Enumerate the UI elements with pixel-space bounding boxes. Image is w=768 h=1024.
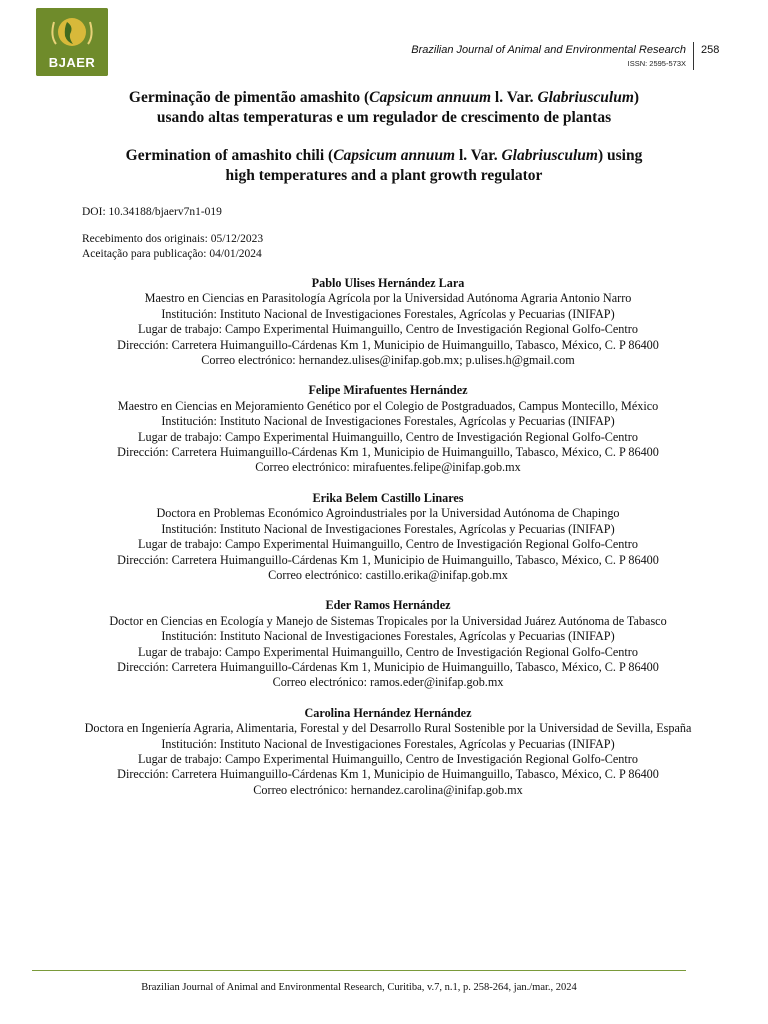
author-address: Dirección: Carretera Huimanguillo-Cárdenas Km 1, Municipio de Huimanguillo, Tabasco, México, C. P 86400: [117, 767, 659, 782]
author-email: Correo electrónico: mirafuentes.felipe@inifap.gob.mx: [255, 460, 521, 475]
doi: DOI: 10.34188/bjaerv7n1-019: [82, 206, 222, 218]
title-en-species: Capsicum annuum: [333, 147, 456, 164]
author-institution: Institución: Instituto Nacional de Investigaciones Forestales, Agrícolas y Pecuarias (INIFAP): [161, 521, 615, 536]
title-pt-text: Germinação de pimentão amashito (: [128, 89, 370, 106]
journal-name: Brazilian Journal of Animal and Environmental Research: [411, 44, 686, 56]
author-degree: Maestro en Ciencias en Mejoramiento Genético por el Colegio de Postgraduados, Campus Montecillo, México: [117, 398, 659, 413]
author-email: Correo electrónico: hernandez.carolina@inifap.gob.mx: [253, 782, 523, 797]
author-degree: Maestro en Ciencias en Parasitología Agrícola por la Universidad Autónoma Agraria Antonio Narro: [144, 291, 632, 306]
author-degree: Doctora en Ingeniería Agraria, Alimentaria, Forestal y del Desarrollo Rural Sostenible por la Universidad de Sevilla, España: [84, 721, 692, 736]
author-address: Dirección: Carretera Huimanguillo-Cárdenas Km 1, Municipio de Huimanguillo, Tabasco, México, C. P 86400: [117, 552, 659, 567]
author-workplace: Lugar de trabajo: Campo Experimental Huimanguillo, Centro de Investigación Regional Golfo-Centro: [138, 429, 638, 444]
author-workplace: Lugar de trabajo: Campo Experimental Huimanguillo, Centro de Investigación Regional Golfo-Centro: [138, 751, 638, 766]
title-pt-line2: usando altas temperaturas e um regulador de crescimento de plantas: [156, 109, 612, 126]
author-list: [80, 276, 696, 813]
author-name: Erika Belem Castillo Linares: [312, 490, 464, 505]
author-block: [80, 276, 696, 368]
author-name: Eder Ramos Hernández: [325, 598, 451, 613]
footer-divider: [32, 970, 686, 971]
author-block: [80, 491, 696, 583]
author-name: Carolina Hernández Hernández: [304, 705, 472, 720]
author-address: Dirección: Carretera Huimanguillo-Cárdenas Km 1, Municipio de Huimanguillo, Tabasco, México, C. P 86400: [117, 337, 659, 352]
received-date: Recebimento dos originais: 05/12/2023: [82, 233, 264, 245]
logo-text: BJAER: [48, 55, 96, 70]
accepted-date: Aceitação para publicação: 04/01/2024: [82, 248, 262, 260]
author-block: [80, 383, 696, 475]
title-pt-text-3: ): [633, 89, 640, 106]
header-divider: [693, 42, 694, 70]
author-address: Dirección: Carretera Huimanguillo-Cárdenas Km 1, Municipio de Huimanguillo, Tabasco, México, C. P 86400: [117, 445, 659, 460]
author-email: Correo electrónico: hernandez.ulises@inifap.gob.mx; p.ulises.h@gmail.com: [201, 353, 575, 368]
author-block: [80, 598, 696, 690]
title-en-variety: Glabriusculum: [501, 147, 598, 164]
author-workplace: Lugar de trabajo: Campo Experimental Huimanguillo, Centro de Investigación Regional Golfo-Centro: [138, 537, 638, 552]
author-name: Felipe Mirafuentes Hernández: [308, 383, 468, 398]
author-institution: Institución: Instituto Nacional de Investigaciones Forestales, Agrícolas y Pecuarias (INIFAP): [161, 414, 615, 429]
author-email: Correo electrónico: ramos.eder@inifap.gob.mx: [272, 675, 504, 690]
title-en-text-3: ) using: [597, 147, 643, 164]
author-email: Correo electrónico: castillo.erika@inifap.gob.mx: [268, 567, 508, 582]
author-block: [80, 706, 696, 798]
issn: ISSN: 2595-573X: [627, 59, 686, 68]
title-english: [70, 146, 698, 186]
journal-logo: [36, 8, 108, 76]
title-en-text: Germination of amashito chili (: [125, 147, 334, 164]
author-name: Pablo Ulises Hernández Lara: [311, 276, 465, 290]
author-institution: Institución: Instituto Nacional de Investigaciones Forestales, Agrícolas y Pecuarias (INIFAP): [161, 306, 615, 321]
author-workplace: Lugar de trabajo: Campo Experimental Huimanguillo, Centro de Investigación Regional Golfo-Centro: [138, 644, 638, 659]
title-en-text-2: l. Var.: [455, 147, 502, 164]
author-degree: Doctor en Ciencias en Ecología y Manejo de Sistemas Tropicales por la Universidad Juárez Autónoma de Tabasco: [109, 613, 667, 628]
title-portuguese: [70, 88, 698, 128]
author-degree: Doctora en Problemas Económico Agroindustriales por la Universidad Autónoma de Chapingo: [156, 506, 620, 521]
running-header: [411, 44, 686, 68]
author-institution: Institución: Instituto Nacional de Investigaciones Forestales, Agrícolas y Pecuarias (INIFAP): [161, 629, 615, 644]
title-pt-variety: Glabriusculum: [537, 89, 634, 106]
author-workplace: Lugar de trabajo: Campo Experimental Huimanguillo, Centro de Investigación Regional Golfo-Centro: [138, 322, 638, 337]
footer-citation: Brazilian Journal of Animal and Environmental Research, Curitiba, v.7, n.1, p. 258-264, jan./mar., 2024: [141, 982, 577, 993]
author-address: Dirección: Carretera Huimanguillo-Cárdenas Km 1, Municipio de Huimanguillo, Tabasco, México, C. P 86400: [117, 659, 659, 674]
title-pt-text-2: l. Var.: [491, 89, 538, 106]
title-pt-species: Capsicum annuum: [369, 89, 492, 106]
page-number: 258: [701, 44, 720, 56]
author-institution: Institución: Instituto Nacional de Investigaciones Forestales, Agrícolas y Pecuarias (INIFAP): [161, 736, 615, 751]
title-en-line2: high temperatures and a plant growth regulator: [225, 167, 543, 184]
submission-dates: [82, 232, 263, 262]
